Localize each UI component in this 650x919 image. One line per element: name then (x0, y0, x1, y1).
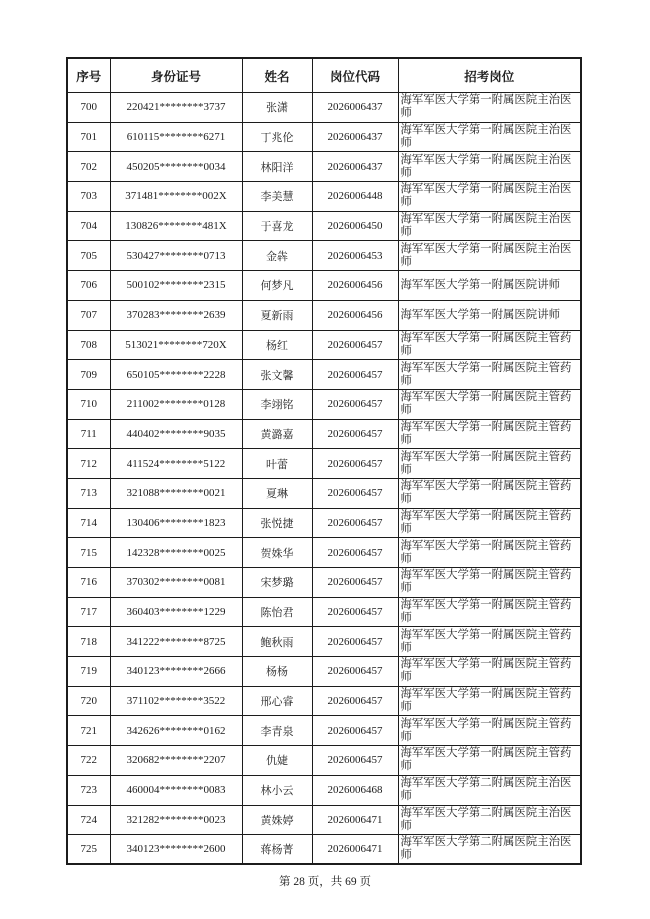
job-code-cell: 2026006457 (312, 746, 398, 776)
table-row (67, 835, 581, 865)
id-number-cell: 370283********2639 (110, 300, 242, 330)
column-header: 招考岗位 (398, 58, 581, 93)
name-cell: 林阳洋 (242, 152, 312, 182)
name-cell: 于喜龙 (242, 211, 312, 241)
table-row (67, 657, 581, 687)
position-cell: 海军军医大学第一附属医院主治医师 (398, 152, 581, 182)
position-cell: 海军军医大学第一附属医院主管药师 (398, 419, 581, 449)
job-code-cell: 2026006468 (312, 775, 398, 805)
table-row (67, 122, 581, 152)
sequence-cell: 710 (67, 389, 110, 419)
position-cell: 海军军医大学第二附属医院主治医师 (398, 805, 581, 835)
id-number-cell: 320682********2207 (110, 746, 242, 776)
job-code-cell: 2026006437 (312, 93, 398, 123)
position-cell: 海军军医大学第一附属医院主治医师 (398, 182, 581, 212)
sequence-cell: 720 (67, 686, 110, 716)
table-row (67, 449, 581, 479)
sequence-cell: 716 (67, 568, 110, 598)
sequence-cell: 704 (67, 211, 110, 241)
job-code-cell: 2026006456 (312, 271, 398, 301)
table-row (67, 389, 581, 419)
sequence-cell: 721 (67, 716, 110, 746)
job-code-cell: 2026006457 (312, 330, 398, 360)
sequence-cell: 718 (67, 627, 110, 657)
table-row (67, 538, 581, 568)
header-row (67, 58, 581, 93)
id-number-cell: 211002********0128 (110, 389, 242, 419)
job-code-cell: 2026006457 (312, 508, 398, 538)
column-header: 岗位代码 (312, 58, 398, 93)
name-cell: 李青泉 (242, 716, 312, 746)
position-cell: 海军军医大学第一附属医院主治医师 (398, 93, 581, 123)
job-code-cell: 2026006457 (312, 657, 398, 687)
name-cell: 杨红 (242, 330, 312, 360)
id-number-cell: 450205********0034 (110, 152, 242, 182)
sequence-cell: 703 (67, 182, 110, 212)
table-row (67, 419, 581, 449)
position-cell: 海军军医大学第一附属医院主管药师 (398, 330, 581, 360)
table-row (67, 597, 581, 627)
table-row (67, 568, 581, 598)
sequence-cell: 713 (67, 478, 110, 508)
position-cell: 海军军医大学第一附属医院主治医师 (398, 122, 581, 152)
table-row (67, 360, 581, 390)
job-code-cell: 2026006457 (312, 627, 398, 657)
job-code-cell: 2026006471 (312, 835, 398, 865)
sequence-cell: 719 (67, 657, 110, 687)
id-number-cell: 371102********3522 (110, 686, 242, 716)
table-row (67, 716, 581, 746)
id-number-cell: 460004********0083 (110, 775, 242, 805)
name-cell: 邢心睿 (242, 686, 312, 716)
table-row (67, 211, 581, 241)
position-cell: 海军军医大学第一附属医院主管药师 (398, 568, 581, 598)
id-number-cell: 340123********2600 (110, 835, 242, 865)
name-cell: 黄姝婷 (242, 805, 312, 835)
sequence-cell: 717 (67, 597, 110, 627)
id-number-cell: 513021********720X (110, 330, 242, 360)
name-cell: 蒋杨菁 (242, 835, 312, 865)
position-cell: 海军军医大学第一附属医院讲师 (398, 271, 581, 301)
name-cell: 李翊铭 (242, 389, 312, 419)
name-cell: 张潇 (242, 93, 312, 123)
position-cell: 海军军医大学第一附属医院主管药师 (398, 449, 581, 479)
id-number-cell: 220421********3737 (110, 93, 242, 123)
sequence-cell: 707 (67, 300, 110, 330)
position-cell: 海军军医大学第一附属医院主管药师 (398, 597, 581, 627)
job-code-cell: 2026006437 (312, 152, 398, 182)
position-cell: 海军军医大学第一附属医院主管药师 (398, 389, 581, 419)
sequence-cell: 701 (67, 122, 110, 152)
sequence-cell: 715 (67, 538, 110, 568)
table-row (67, 627, 581, 657)
id-number-cell: 530427********0713 (110, 241, 242, 271)
name-cell: 仇婕 (242, 746, 312, 776)
id-number-cell: 500102********2315 (110, 271, 242, 301)
table-row (67, 241, 581, 271)
sequence-cell: 711 (67, 419, 110, 449)
position-cell: 海军军医大学第一附属医院主管药师 (398, 657, 581, 687)
table-row (67, 775, 581, 805)
position-cell: 海军军医大学第一附属医院主管药师 (398, 360, 581, 390)
job-code-cell: 2026006448 (312, 182, 398, 212)
job-code-cell: 2026006457 (312, 478, 398, 508)
name-cell: 陈怡君 (242, 597, 312, 627)
position-cell: 海军军医大学第一附属医院主管药师 (398, 746, 581, 776)
sequence-cell: 709 (67, 360, 110, 390)
table-body (67, 93, 581, 865)
id-number-cell: 130406********1823 (110, 508, 242, 538)
name-cell: 叶蕾 (242, 449, 312, 479)
table-row (67, 300, 581, 330)
job-code-cell: 2026006456 (312, 300, 398, 330)
sequence-cell: 724 (67, 805, 110, 835)
id-number-cell: 360403********1229 (110, 597, 242, 627)
id-number-cell: 650105********2228 (110, 360, 242, 390)
id-number-cell: 130826********481X (110, 211, 242, 241)
name-cell: 夏新雨 (242, 300, 312, 330)
id-number-cell: 340123********2666 (110, 657, 242, 687)
table-row (67, 686, 581, 716)
job-code-cell: 2026006457 (312, 538, 398, 568)
name-cell: 丁兆伦 (242, 122, 312, 152)
job-code-cell: 2026006457 (312, 716, 398, 746)
table-row (67, 508, 581, 538)
name-cell: 贺姝华 (242, 538, 312, 568)
table-row (67, 182, 581, 212)
job-code-cell: 2026006453 (312, 241, 398, 271)
job-code-cell: 2026006450 (312, 211, 398, 241)
position-cell: 海军军医大学第一附属医院主管药师 (398, 538, 581, 568)
job-code-cell: 2026006471 (312, 805, 398, 835)
job-code-cell: 2026006457 (312, 389, 398, 419)
table-row (67, 152, 581, 182)
job-code-cell: 2026006457 (312, 597, 398, 627)
id-number-cell: 142328********0025 (110, 538, 242, 568)
column-header: 姓名 (242, 58, 312, 93)
position-cell: 海军军医大学第二附属医院主治医师 (398, 835, 581, 865)
position-cell: 海军军医大学第一附属医院主管药师 (398, 478, 581, 508)
sequence-cell: 708 (67, 330, 110, 360)
name-cell: 林小云 (242, 775, 312, 805)
position-cell: 海军军医大学第一附属医院主治医师 (398, 241, 581, 271)
page-footer: 第 28 页，共 69 页 (279, 876, 371, 888)
column-header: 序号 (67, 58, 110, 93)
sequence-cell: 714 (67, 508, 110, 538)
name-cell: 杨杨 (242, 657, 312, 687)
id-number-cell: 411524********5122 (110, 449, 242, 479)
sequence-cell: 725 (67, 835, 110, 865)
job-code-cell: 2026006457 (312, 360, 398, 390)
name-cell: 夏琳 (242, 478, 312, 508)
sequence-cell: 723 (67, 775, 110, 805)
id-number-cell: 341222********8725 (110, 627, 242, 657)
id-number-cell: 371481********002X (110, 182, 242, 212)
position-cell: 海军军医大学第一附属医院主管药师 (398, 686, 581, 716)
table-row (67, 330, 581, 360)
name-cell: 李美慧 (242, 182, 312, 212)
job-code-cell: 2026006457 (312, 419, 398, 449)
column-header: 身份证号 (110, 58, 242, 93)
sequence-cell: 705 (67, 241, 110, 271)
table-row (67, 271, 581, 301)
job-code-cell: 2026006457 (312, 449, 398, 479)
id-number-cell: 342626********0162 (110, 716, 242, 746)
table-row (67, 746, 581, 776)
sequence-cell: 702 (67, 152, 110, 182)
sequence-cell: 706 (67, 271, 110, 301)
id-number-cell: 321088********0021 (110, 478, 242, 508)
sequence-cell: 700 (67, 93, 110, 123)
name-cell: 黄潞嘉 (242, 419, 312, 449)
position-cell: 海军军医大学第一附属医院主治医师 (398, 211, 581, 241)
job-code-cell: 2026006457 (312, 686, 398, 716)
table-row (67, 93, 581, 123)
id-number-cell: 321282********0023 (110, 805, 242, 835)
name-cell: 张文馨 (242, 360, 312, 390)
name-cell: 金犇 (242, 241, 312, 271)
position-cell: 海军军医大学第二附属医院主治医师 (398, 775, 581, 805)
recruitment-roster-table (66, 57, 582, 865)
id-number-cell: 440402********9035 (110, 419, 242, 449)
job-code-cell: 2026006457 (312, 568, 398, 598)
position-cell: 海军军医大学第一附属医院主管药师 (398, 627, 581, 657)
position-cell: 海军军医大学第一附属医院主管药师 (398, 716, 581, 746)
name-cell: 宋梦璐 (242, 568, 312, 598)
job-code-cell: 2026006437 (312, 122, 398, 152)
table-row (67, 478, 581, 508)
id-number-cell: 610115********6271 (110, 122, 242, 152)
id-number-cell: 370302********0081 (110, 568, 242, 598)
position-cell: 海军军医大学第一附属医院主管药师 (398, 508, 581, 538)
name-cell: 张悦捷 (242, 508, 312, 538)
name-cell: 何梦凡 (242, 271, 312, 301)
table-row (67, 805, 581, 835)
sequence-cell: 722 (67, 746, 110, 776)
sequence-cell: 712 (67, 449, 110, 479)
name-cell: 鲍秋雨 (242, 627, 312, 657)
position-cell: 海军军医大学第一附属医院讲师 (398, 300, 581, 330)
